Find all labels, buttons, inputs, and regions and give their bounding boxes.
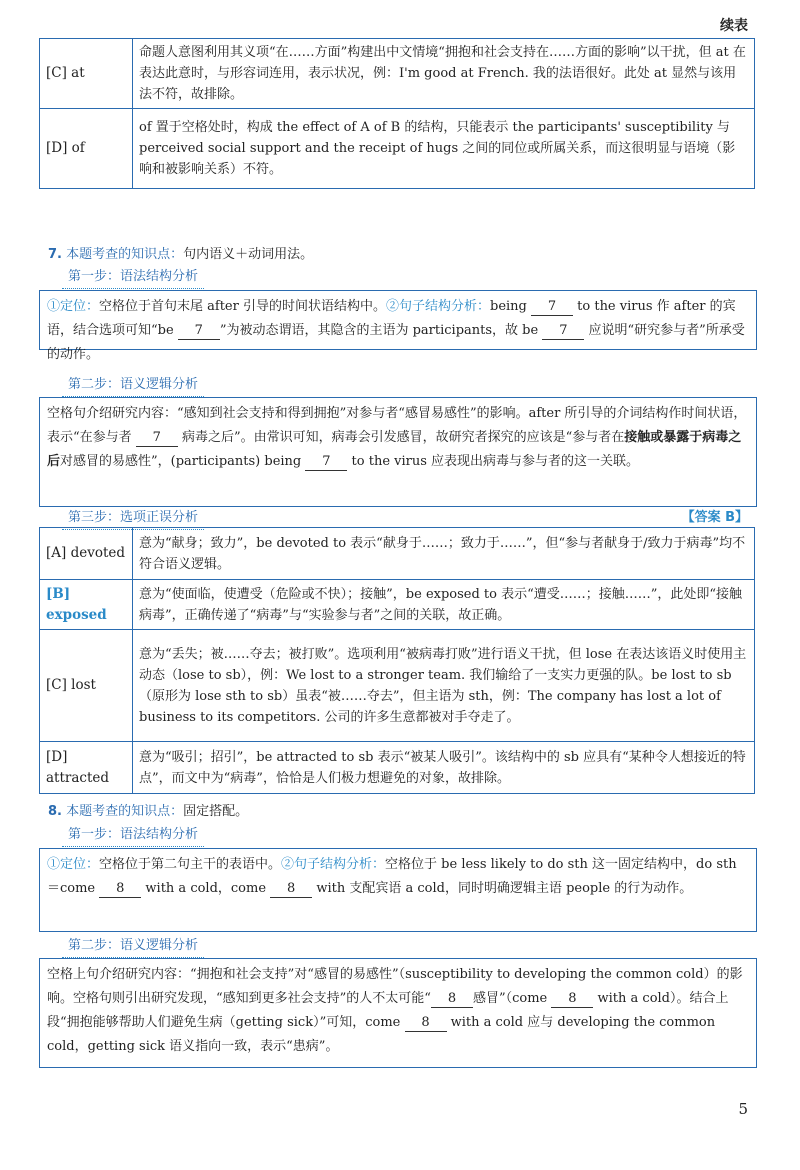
blank-8: 8 [431, 991, 473, 1008]
q7-grammar-box: ①定位：空格位于首句末尾 after 引导的时间状语结构中。②句子结构分析：being 7 to the virus 作 after 的宾语，结合选项可知“be 7 ”为被动态谓语，其隐含的主语为 participants，故 be 7 应说明“研究参与者”所承受的动作。 [39, 290, 757, 350]
q7-step2: 第二步：语义逻辑分析 [68, 373, 198, 394]
blank-8: 8 [405, 1015, 447, 1032]
blank-8: 8 [99, 881, 141, 898]
option-text: of 置于空格处时，构成 the effect of A of B 的结构，只能表示 the participants' susceptibility 与 perceived social support and the receipt of hugs 之间的同位或所属关系，而这很明显与语境（影响和被影响关系）不符。 [133, 109, 755, 189]
table-row [40, 39, 755, 109]
answer-badge: 【答案 B】 [681, 510, 748, 525]
options-table-continued [39, 38, 755, 189]
continued-label: 续表 [720, 18, 748, 34]
blank-8: 8 [270, 881, 312, 898]
option-label: [D] attracted [40, 742, 133, 794]
option-label: [C] lost [40, 630, 133, 742]
option-text: 意为“使面临，使遭受（危险或不快）；接触”，be exposed to 表示“遭受……；接触……”，此处即“接触病毒”，正确传递了“病毒”与“实验参与者”之间的关联，故正确。 [133, 580, 755, 630]
q7-step3: 第三步：选项正误分析 [68, 506, 198, 527]
q7-title: 7. 本题考查的知识点：句内语义＋动词用法。 [48, 247, 314, 262]
blank-8: 8 [551, 991, 593, 1008]
q8-step2: 第二步：语义逻辑分析 [68, 934, 198, 955]
q8-step1: 第一步：语法结构分析 [68, 823, 198, 844]
q8-title: 8. 本题考查的知识点：固定搭配。 [48, 804, 249, 819]
option-text: 命题人意图利用其义项“在……方面”构建出中文情境“拥抱和社会支持在……方面的影响”以干扰，但 at 在表达此意时，与形容词连用，表示状况，例：I'm good at French. 我的法语很好。此处 at 显然与该用法不符，故排除。 [133, 39, 755, 109]
blank-7: 7 [305, 454, 347, 471]
table-row [40, 528, 755, 580]
blank-7: 7 [136, 430, 178, 447]
option-label-correct: [B] exposed [40, 580, 133, 630]
table-row [40, 109, 755, 189]
option-text: 意为“吸引；招引”，be attracted to sb 表示“被某人吸引”。该结构中的 sb 应具有“某种令人想接近的特点”，而文中为“病毒”，恰恰是人们极力想避免的对象，故排除。 [133, 742, 755, 794]
q7-step1: 第一步：语法结构分析 [68, 265, 198, 286]
q8-semantic-box: 空格上句介绍研究内容：“拥抱和社会支持”对“感冒的易感性”（susceptibility to developing the common cold）的影响。空格句则引出研究发现，“感知到更多社会支持”的人不太可能“ 8 感冒”（come 8 with a cold）。结合上段“拥抱能够帮助人们避免生病（getting sick）”可知，come 8 with a cold 应与 developing the common cold，getting sick 语义指向一致，表示“患病”。 [39, 958, 757, 1068]
blank-7: 7 [531, 299, 573, 316]
option-label: [A] devoted [40, 528, 133, 580]
blank-7: 7 [542, 323, 584, 340]
options-table-q7 [39, 527, 755, 794]
option-label: [D] of [40, 109, 133, 189]
q8-grammar-box: ①定位：空格位于第二句主干的表语中。②句子结构分析：空格位于 be less likely to do sth 这一固定结构中，do sth＝come 8 with a cold，come 8 with 支配宾语 a cold，同时明确逻辑主语 people 的行为动作。 [39, 848, 757, 932]
blank-7: 7 [178, 323, 220, 340]
option-text: 意为“丢失；被……夺去；被打败”。选项利用“被病毒打败”进行语义干扰，但 lose 在表达该语义时使用主动态（lose to sb），例：We lost to a stronger team. 我们输给了一支实力更强的队。be lost to sb（原形为 lose sth to sb）虽表“被……夺去”，但主语为 sth，例：The company has lost a lot of business to its competitors. 公司的许多生意都被对手夺走了。 [133, 630, 755, 742]
table-row [40, 742, 755, 794]
table-row [40, 630, 755, 742]
table-row [40, 580, 755, 630]
option-text: 意为“献身；致力”，be devoted to 表示“献身于……；致力于……”，但“参与者献身于/致力于病毒”均不符合语义逻辑。 [133, 528, 755, 580]
page-number: 5 [738, 1100, 748, 1118]
option-label: [C] at [40, 39, 133, 109]
q7-semantic-box: 空格句介绍研究内容：“感知到社会支持和得到拥抱”对参与者“感冒易感性”的影响。after 所引导的介词结构作时间状语，表示“在参与者 7 病毒之后”。由常识可知，病毒会引发感冒，故研究者探究的应该是“参与者在接触或暴露于病毒之后对感冒的易感性”，(participants) being 7 to the virus 应表现出病毒与参与者的这一关联。 [39, 397, 757, 507]
